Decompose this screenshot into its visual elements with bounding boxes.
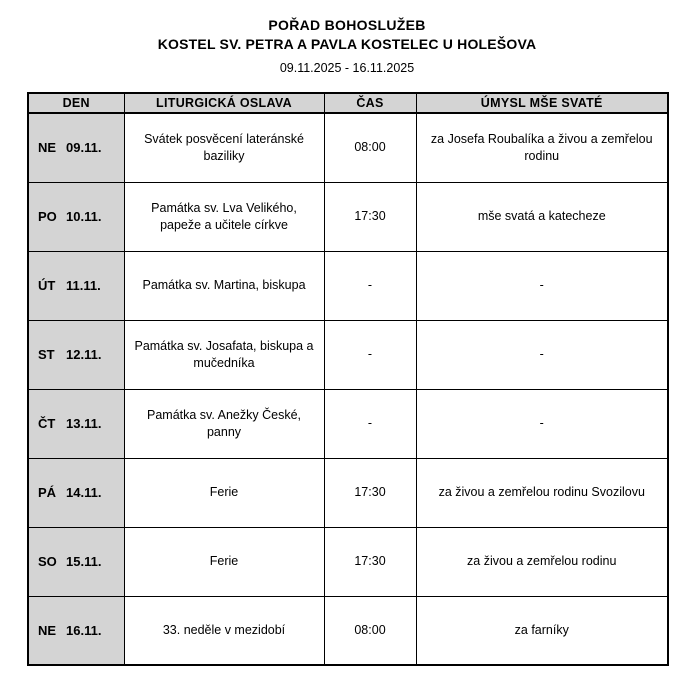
row-date: 16.11. [66, 622, 102, 638]
table-header-row-group [28, 93, 668, 113]
row-day-cell [28, 389, 124, 458]
table-row [28, 113, 668, 182]
row-liturgy-cell: Památka sv. Josafata, biskupa a mučedníka [124, 320, 324, 389]
page-title: POŘAD BOHOSLUŽEB [268, 17, 426, 33]
table-row [28, 251, 668, 320]
table-row [28, 389, 668, 458]
row-weekday: SO [38, 554, 57, 569]
row-day-cell [28, 527, 124, 596]
row-weekday: ST [38, 347, 55, 362]
column-header-liturgy: LITURGICKÁ OSLAVA [124, 93, 324, 113]
row-date: 12.11. [66, 347, 102, 362]
table-body [28, 113, 668, 665]
row-weekday: NE [38, 140, 57, 156]
table-header-row [28, 93, 668, 113]
row-date: 13.11. [66, 416, 102, 431]
column-header-intention: ÚMYSL MŠE SVATÉ [416, 93, 668, 113]
row-intention-cell: mše svatá a katecheze [416, 182, 668, 251]
table-row [28, 458, 668, 527]
row-time-cell: - [324, 320, 416, 389]
row-day-cell [28, 182, 124, 251]
column-header-time: ČAS [324, 93, 416, 113]
table-row [28, 182, 668, 251]
row-time-cell: 08:00 [324, 596, 416, 665]
row-liturgy-cell: Ferie [124, 527, 324, 596]
row-date: 11.11. [66, 278, 101, 293]
row-day-cell [28, 113, 124, 182]
row-intention-cell: za Josefa Roubalíka a živou a zemřelou rodinu [416, 113, 668, 182]
row-liturgy-cell: Ferie [124, 458, 324, 527]
row-day-cell [28, 596, 124, 665]
schedule-table [27, 92, 669, 666]
row-intention-cell: za farníky [416, 596, 668, 665]
row-weekday: ÚT [38, 278, 56, 293]
parish-subtitle: KOSTEL SV. PETRA A PAVLA KOSTELEC U HOLEŠOVA [157, 36, 537, 52]
row-time-cell: 08:00 [324, 113, 416, 182]
row-intention-cell: - [416, 251, 668, 320]
row-weekday: PO [38, 209, 57, 224]
row-day-cell [28, 251, 124, 320]
schedule-table-wrapper [27, 92, 667, 666]
row-intention-cell: - [416, 389, 668, 458]
row-liturgy-cell: Svátek posvěcení lateránské baziliky [124, 113, 324, 182]
row-time-cell: - [324, 389, 416, 458]
row-liturgy-cell: Památka sv. Martina, biskupa [124, 251, 324, 320]
row-liturgy-cell: 33. neděle v mezidobí [124, 596, 324, 665]
row-time-cell: 17:30 [324, 458, 416, 527]
row-intention-cell: za živou a zemřelou rodinu [416, 527, 668, 596]
row-date: 14.11. [66, 485, 102, 500]
row-intention-cell: - [416, 320, 668, 389]
row-date: 15.11. [66, 554, 102, 569]
row-liturgy-cell: Památka sv. Lva Velikého, papeže a učitele církve [124, 182, 324, 251]
row-weekday: NE [38, 622, 57, 638]
row-date: 09.11. [66, 140, 102, 156]
row-day-cell [28, 458, 124, 527]
row-date: 10.11. [66, 209, 102, 224]
row-time-cell: - [324, 251, 416, 320]
table-row [28, 527, 668, 596]
column-header-day: DEN [28, 93, 124, 113]
row-weekday: ČT [38, 416, 56, 431]
row-liturgy-cell: Památka sv. Anežky České, panny [124, 389, 324, 458]
row-time-cell: 17:30 [324, 182, 416, 251]
row-day-cell [28, 320, 124, 389]
date-range: 09.11.2025 - 16.11.2025 [279, 61, 415, 75]
table-row [28, 320, 668, 389]
row-weekday: PÁ [38, 485, 57, 500]
row-time-cell: 17:30 [324, 527, 416, 596]
table-row [28, 596, 668, 665]
row-intention-cell: za živou a zemřelou rodinu Svozilovu [416, 458, 668, 527]
document-header [0, 0, 694, 78]
